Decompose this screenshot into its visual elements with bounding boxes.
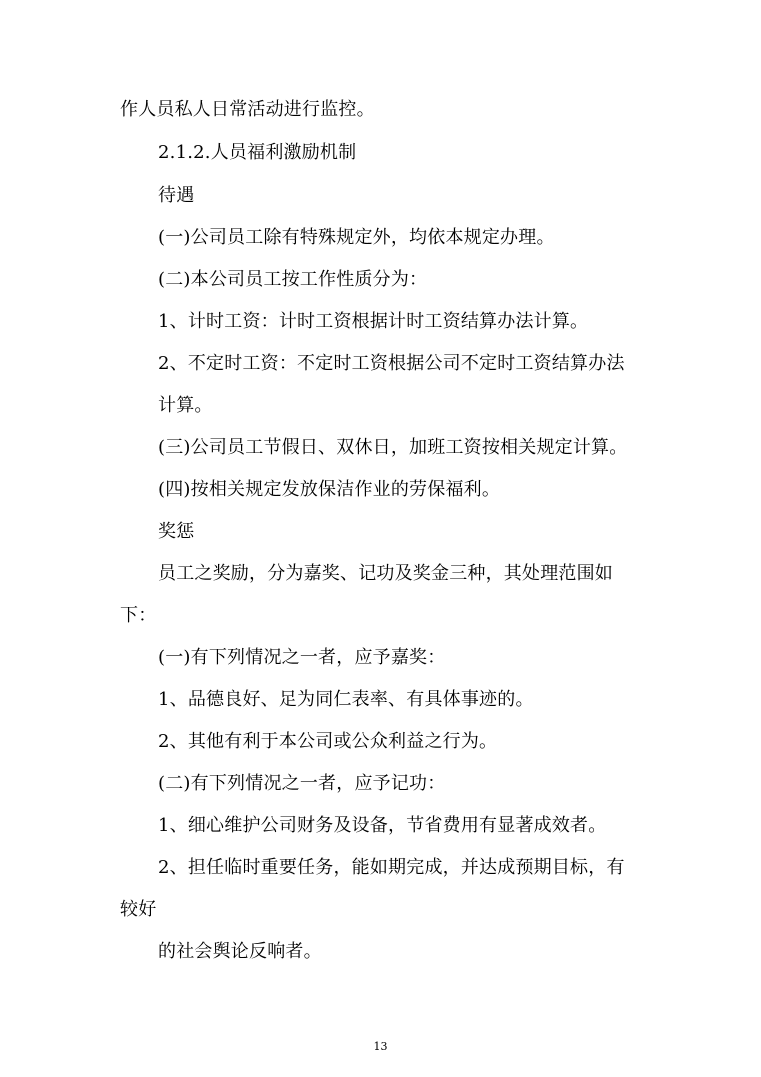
text-line: 2、不定时工资：不定时工资根据公司不定时工资结算办法 (158, 353, 625, 374)
text-line: 1、品德良好、足为同仁表率、有具体事迹的。 (158, 689, 534, 710)
text-line: (三)公司员工节假日、双休日，加班工资按相关规定计算。 (158, 437, 628, 458)
text-line: (二)有下列情况之一者，应予记功： (158, 773, 446, 794)
text-line: 2、其他有利于本公司或公众利益之行为。 (158, 731, 498, 752)
text-line: 的社会舆论反响者。 (158, 941, 322, 962)
text-line: (二)本公司员工按工作性质分为： (158, 269, 428, 290)
text-line: 1、细心维护公司财务及设备，节省费用有显著成效者。 (158, 815, 607, 836)
text-line: 下： (120, 605, 157, 626)
section-heading: 2.1.2.人员福利激励机制 (158, 142, 357, 163)
subsection-heading: 奖惩 (158, 521, 195, 542)
text-line: 较好 (120, 899, 157, 920)
text-line: 计算。 (158, 395, 213, 416)
text-line: 员工之奖励，分为嘉奖、记功及奖金三种，其处理范围如 (158, 563, 613, 584)
text-line: (一)有下列情况之一者，应予嘉奖： (158, 647, 446, 668)
page-number: 13 (373, 1040, 388, 1053)
text-line: 2、担任临时重要任务，能如期完成，并达成预期目标，有 (158, 857, 625, 878)
subsection-heading: 待遇 (158, 185, 195, 206)
text-line: (一)公司员工除有特殊规定外，均依本规定办理。 (158, 227, 555, 248)
text-line: (四)按相关规定发放保洁作业的劳保福利。 (158, 479, 501, 500)
text-line: 1、计时工资：计时工资根据计时工资结算办法计算。 (158, 311, 589, 332)
text-line: 作人员私人日常活动进行监控。 (120, 99, 375, 120)
